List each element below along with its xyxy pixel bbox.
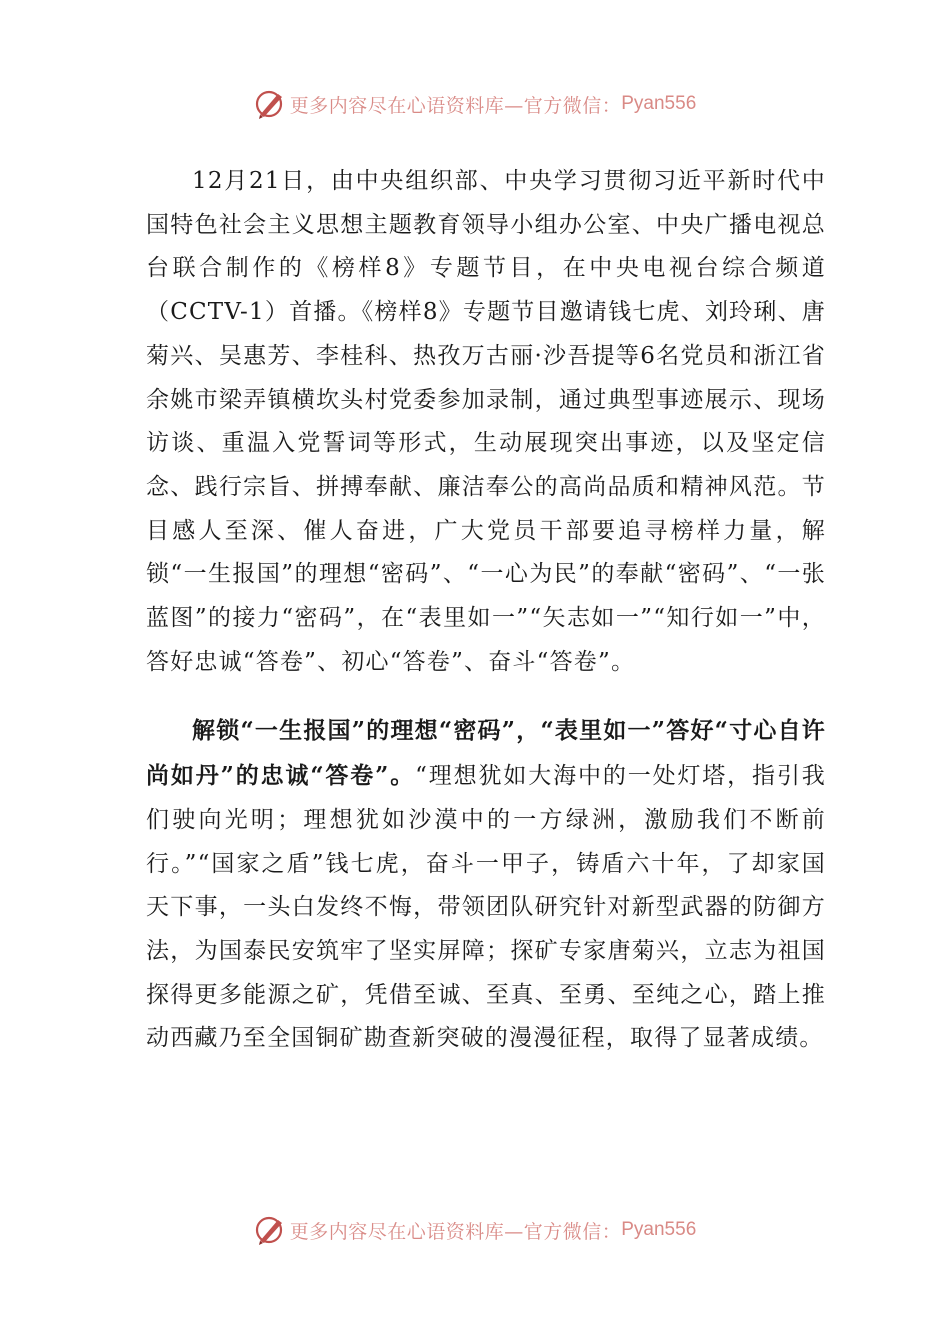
- section-heading: 解锁“一生报国”的理想“密码”，“表里如一”答好“寸心自许尚如丹”的忠诚“答卷”。: [146, 717, 826, 790]
- document-body: [146, 160, 826, 1061]
- paragraph-section-1: [146, 709, 826, 1061]
- wechat-id: Pyan556: [621, 1219, 697, 1240]
- pen-logo-icon: [254, 88, 286, 120]
- wechat-id: Pyan556: [621, 93, 697, 114]
- pen-logo-icon: [254, 1214, 286, 1246]
- paragraph-intro: 12月21日，由中央组织部、中央学习贯彻习近平新时代中国特色社会主义思想主题教育领导小组办公室、中央广播电视总台联合制作的《榜样8》专题节目，在中央电视台综合频道（CCTV-1）首播。《榜样8》专题节目邀请钱七虎、刘玲琍、唐菊兴、吴惠芳、李桂科、热孜万古丽·沙吾提等6名党员和浙江省余姚市梁弄镇横坎头村党委参加录制，通过典型事迹展示、现场访谈、重温入党誓词等形式，生动展现突出事迹，以及坚定信念、践行宗旨、拼搏奉献、廉洁奉公的高尚品质和精神风范。节目感人至深、催人奋进，广大党员干部要追寻榜样力量，解锁“一生报国”的理想“密码”、“一心为民”的奉献“密码”、“一张蓝图”的接力“密码”，在“表里如一”“矢志如一”“知行如一”中，答好忠诚“答卷”、初心“答卷”、奋斗“答卷”。: [146, 168, 826, 675]
- footer-watermark: [0, 1210, 950, 1250]
- watermark-text: 更多内容尽在心语资料库—官方微信：: [289, 94, 622, 117]
- watermark-text: 更多内容尽在心语资料库—官方微信：: [289, 1220, 622, 1243]
- section-body: “理想犹如大海中的一处灯塔，指引我们驶向光明；理想犹如沙漠中的一方绿洲，激励我们不断前行。”“国家之盾”钱七虎，奋斗一甲子，铸盾六十年，了却家国天下事，一头白发终不悔，带领团队研究针对新型武器的防御方法，为国泰民安筑牢了坚实屏障；探矿专家唐菊兴，立志为祖国探得更多能源之矿，凭借至诚、至真、至勇、至纯之心，踏上推动西藏乃至全国铜矿勘查新突破的漫漫征程，取得了显著成绩。: [146, 763, 826, 1052]
- header-watermark: [0, 84, 950, 124]
